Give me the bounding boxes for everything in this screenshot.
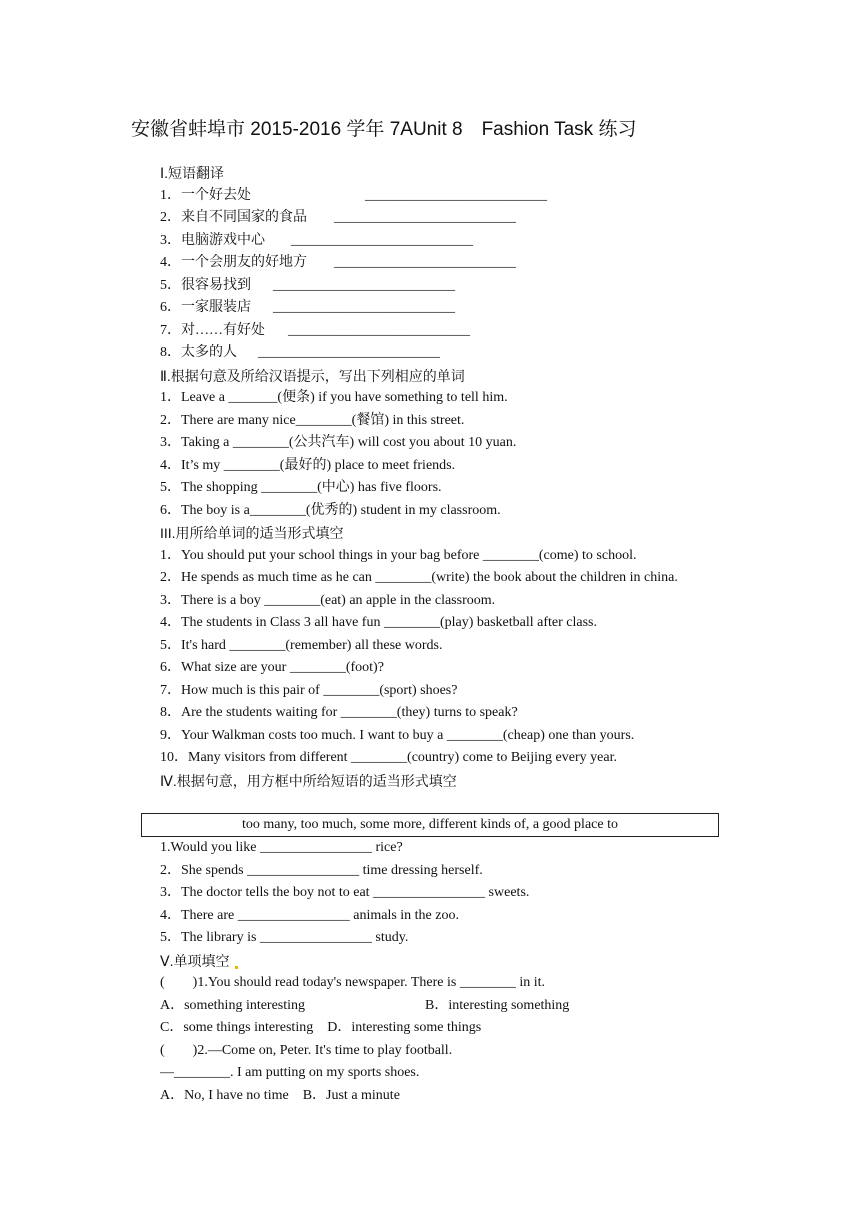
s3-item: 4．The students in Class 3 all have fun ________(play) basketball after class.: [160, 615, 598, 630]
answer-blank: __________________________: [273, 300, 455, 315]
s1-item-text: 7．对……有好处: [160, 322, 265, 338]
s1-item-text: 5．很容易找到: [160, 277, 251, 293]
s1-item: [160, 252, 760, 275]
s3-item: 10．Many visitors from different ________(country) come to Beijing every year.: [160, 750, 617, 765]
s3-item: 7．How much is this pair of ________(sport) shoes?: [160, 682, 458, 698]
page-title: 安徽省蚌埠市 2015-2016 学年 7AUnit 8 Fashion Task 练习: [131, 119, 637, 140]
s1-item: [160, 207, 760, 230]
s5-options: [160, 995, 760, 1018]
answer-blank: __________________________: [273, 277, 455, 293]
answer-blank: __________________________: [334, 255, 516, 270]
s2-item: 1．Leave a _______(便条) if you have something to tell him.: [160, 390, 508, 405]
s1-item-text: 3．电脑游戏中心: [160, 232, 265, 248]
s1-item-text: 6．一家服装店: [160, 300, 251, 315]
option-a: A．something interesting: [160, 997, 306, 1013]
s2-item: 4．It’s my ________(最好的) place to meet friends.: [160, 457, 456, 473]
s1-item-text: 8．太多的人: [160, 345, 237, 360]
answer-blank: __________________________: [291, 232, 473, 248]
s2-item: 3．Taking a ________(公共汽车) will cost you about 10 yuan.: [160, 435, 517, 450]
section-2-heading: Ⅱ.根据句意及所给汉语提示，写出下列相应的单词: [160, 367, 465, 384]
s1-item: [160, 275, 760, 298]
s1-item-text: 2．来自不同国家的食品: [160, 210, 307, 225]
s1-item: [160, 185, 760, 208]
marker-dot: [235, 966, 238, 969]
phrase-box-wrap: [160, 792, 760, 837]
s4-item: 5．The library is ________________ study.: [160, 930, 409, 945]
s4-item: 2．She spends ________________ time dressing herself.: [160, 862, 483, 878]
section-4-heading: Ⅳ.根据句意，用方框中所给短语的适当形式填空: [160, 772, 457, 789]
s1-item-text: 4．一个会朋友的好地方: [160, 255, 307, 270]
s2-item: 6．The boy is a________(优秀的) student in my classroom.: [160, 502, 501, 518]
s4-item: 3．The doctor tells the boy not to eat ________________ sweets.: [160, 885, 530, 900]
s1-item: [160, 230, 760, 253]
section-5-heading-text: Ⅴ.单项填空: [160, 952, 230, 969]
answer-blank: __________________________: [365, 187, 547, 203]
s3-item: 9．Your Walkman costs too much. I want to buy a ________(cheap) one than yours.: [160, 727, 635, 743]
s4-item: 1.Would you like ________________ rice?: [160, 840, 403, 855]
s3-item: 1．You should put your school things in your bag before ________(come) to school.: [160, 547, 637, 563]
s1-item: [160, 320, 760, 343]
s3-item: 5．It's hard ________(remember) all these words.: [160, 637, 443, 653]
s1-item-text: 1．一个好去处: [160, 187, 251, 203]
option-b: B．interesting something: [425, 997, 570, 1013]
s5-reply: —________. I am putting on my sports shoes.: [160, 1065, 420, 1080]
section-1-heading: Ⅰ.短语翻译: [160, 165, 225, 181]
s1-item: [160, 342, 760, 365]
section-3-heading: III.用所给单词的适当形式填空: [160, 525, 344, 541]
worksheet-body: [160, 162, 760, 1107]
s3-item: 8．Are the students waiting for ________(they) turns to speak?: [160, 705, 518, 720]
s3-item: 3．There is a boy ________(eat) an apple in the classroom.: [160, 592, 496, 608]
s2-item: 2．There are many nice________(餐馆) in this street.: [160, 412, 465, 428]
section-5-heading: [160, 950, 760, 973]
s3-item: 6．What size are your ________(foot)?: [160, 660, 384, 675]
answer-blank: __________________________: [334, 210, 516, 225]
s5-options: C．some things interesting D．interesting some things: [160, 1020, 482, 1035]
s4-item: 4．There are ________________ animals in the zoo.: [160, 907, 459, 923]
answer-blank: __________________________: [258, 345, 440, 360]
s5-question: ( )2.—Come on, Peter. It's time to play football.: [160, 1042, 453, 1058]
s3-item: 2．He spends as much time as he can ________(write) the book about the children in china.: [160, 570, 678, 585]
s5-question: ( )1.You should read today's newspaper. There is ________ in it.: [160, 975, 546, 990]
s5-options: A．No, I have no time B．Just a minute: [160, 1087, 400, 1103]
phrase-box: too many, too much, some more, different kinds of, a good place to: [141, 813, 719, 837]
s2-item: 5．The shopping ________(中心) has five floors.: [160, 480, 442, 495]
s1-item: [160, 297, 760, 320]
answer-blank: __________________________: [288, 322, 470, 338]
